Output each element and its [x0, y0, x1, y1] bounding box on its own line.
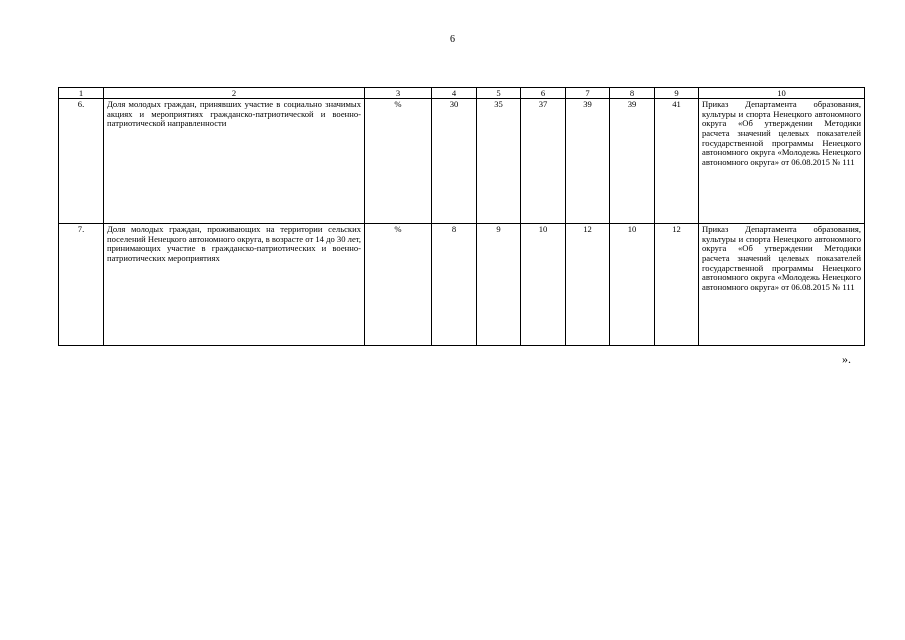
- unit-cell: %: [365, 99, 432, 224]
- value-cell: 10: [610, 224, 655, 346]
- value-cell: 37: [521, 99, 566, 224]
- column-header: 9: [655, 88, 699, 99]
- value-cell: 35: [477, 99, 521, 224]
- source-document: Приказ Департамента образования, культуры и спорта Ненецкого автономного округа «Об утверждении Методики расчета значений целевых показателей государственной программы Ненецкого автономного округа «Молодежь Ненецкого автономного округа» от 06.08.2015 № 111: [699, 99, 865, 224]
- table-row: [59, 224, 865, 346]
- column-header: 2: [104, 88, 365, 99]
- closing-quote-mark: ».: [842, 352, 851, 366]
- value-cell: 12: [566, 224, 610, 346]
- value-cell: 30: [432, 99, 477, 224]
- page-number: 6: [450, 34, 455, 45]
- value-cell: 9: [477, 224, 521, 346]
- value-cell: 39: [610, 99, 655, 224]
- column-header: 10: [699, 88, 865, 99]
- column-header: 5: [477, 88, 521, 99]
- column-header: 3: [365, 88, 432, 99]
- column-header: 8: [610, 88, 655, 99]
- unit-cell: %: [365, 224, 432, 346]
- source-document: Приказ Департамента образования, культуры и спорта Ненецкого автономного округа «Об утверждении Методики расчета значений целевых показателей государственной программы Ненецкого автономного округа «Молодежь Ненецкого автономного округа» от 06.08.2015 № 111: [699, 224, 865, 346]
- column-header: 6: [521, 88, 566, 99]
- indicators-table: [58, 87, 865, 346]
- value-cell: 12: [655, 224, 699, 346]
- table-header-row: [59, 88, 865, 99]
- indicator-description: Доля молодых граждан, принявших участие в социально значимых акциях и мероприятиях гражданско-патриотической и военно-патриотической направленности: [104, 99, 365, 224]
- value-cell: 10: [521, 224, 566, 346]
- value-cell: 39: [566, 99, 610, 224]
- table-row: [59, 99, 865, 224]
- column-header: 4: [432, 88, 477, 99]
- column-header: 7: [566, 88, 610, 99]
- row-number: 6.: [59, 99, 104, 224]
- value-cell: 41: [655, 99, 699, 224]
- row-number: 7.: [59, 224, 104, 346]
- indicator-description: Доля молодых граждан, проживающих на территории сельских поселений Ненецкого автономного округа, в возрасте от 14 до 30 лет, принимающих участие в гражданско-патриотических и военно-патриотических мероприятиях: [104, 224, 365, 346]
- value-cell: 8: [432, 224, 477, 346]
- column-header: 1: [59, 88, 104, 99]
